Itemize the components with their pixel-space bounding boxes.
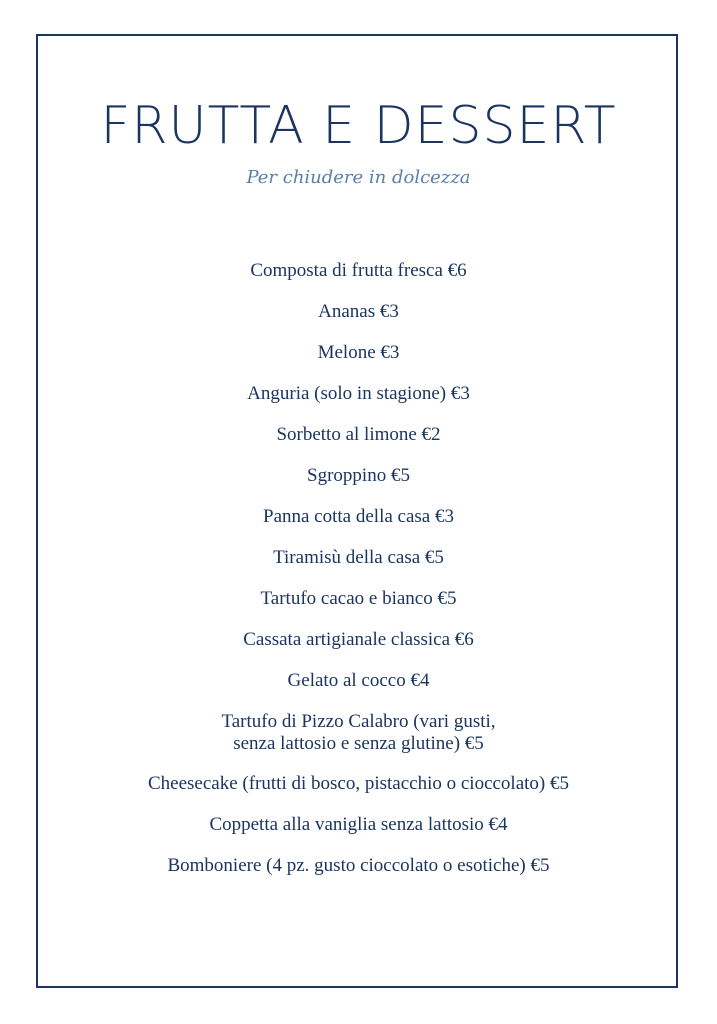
menu-item: Gelato al cocco €4 bbox=[287, 670, 430, 691]
menu-item: Cheesecake (frutti di bosco, pistacchio o cioccolato) €5 bbox=[147, 773, 569, 794]
page-title: FRUTTA E DESSERT bbox=[100, 96, 617, 156]
menu-item: Coppetta alla vaniglia senza lattosio €4 bbox=[209, 814, 508, 835]
menu-item-multiline bbox=[0, 711, 717, 755]
menu-item: Composta di frutta fresca €6 bbox=[250, 260, 467, 281]
menu-item: Panna cotta della casa €3 bbox=[263, 506, 454, 527]
menu-item: Ananas €3 bbox=[318, 301, 399, 322]
menu-item: Tartufo cacao e bianco €5 bbox=[260, 588, 457, 609]
menu-item: Tiramisù della casa €5 bbox=[273, 547, 444, 568]
menu-item: Bomboniere (4 pz. gusto cioccolato o esotiche) €5 bbox=[167, 855, 550, 876]
menu-item: Sorbetto al limone €2 bbox=[276, 424, 441, 445]
menu-item-line-2: senza lattosio e senza glutine) €5 bbox=[233, 733, 484, 754]
dessert-menu-list bbox=[0, 260, 717, 896]
menu-item: Melone €3 bbox=[317, 342, 400, 363]
page-subtitle: Per chiudere in dolcezza bbox=[246, 167, 471, 188]
menu-item-line-1: Tartufo di Pizzo Calabro (vari gusti, bbox=[221, 711, 496, 732]
menu-item: Cassata artigianale classica €6 bbox=[243, 629, 474, 650]
menu-item: Anguria (solo in stagione) €3 bbox=[247, 383, 470, 404]
menu-item: Sgroppino €5 bbox=[307, 465, 410, 486]
